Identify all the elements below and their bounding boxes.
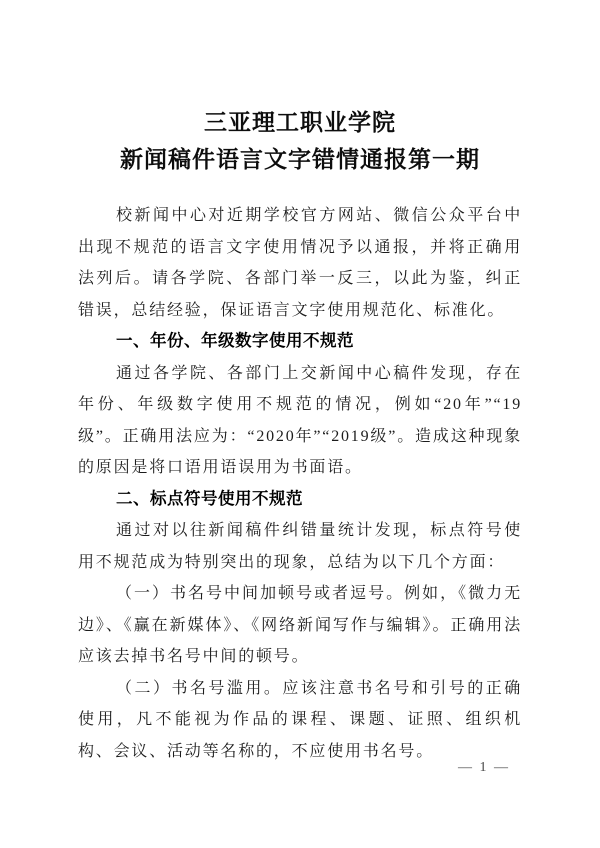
intro-paragraph: 校新闻中心对近期学校官方网站、微信公众平台中出现不规范的语言文字使用情况予以通报，并将正确用法列后。请各学院、各部门举一反三，以此为鉴，纠正错误，总结经验，保证语言文字使用规范化、标准化。 — [78, 207, 522, 319]
section-2-paragraph-3: （二）书名号滥用。应该注意书名号和引号的正确使用，凡不能视为作品的课程、课题、证照、组织机构、会议、活动等名称的，不应使用书名号。 — [78, 679, 522, 760]
document-title-line1: 三亚理工职业学院 — [204, 110, 396, 135]
section-2-paragraph-1: 通过对以往新闻稿件纠错量统计发现，标点符号使用不规范成为特别突出的现象，总结为以下几个方面： — [78, 522, 522, 571]
document-content — [78, 104, 522, 767]
section-2-paragraph-2: （一）书名号中间加顿号或者逗号。例如，《微力无边》、《赢在新媒体》、《网络新闻写作与编辑》。正确用法应该去掉书名号中间的顿号。 — [78, 585, 522, 665]
document-body — [78, 200, 522, 767]
page-number: — 1 — — [458, 760, 510, 775]
section-1-heading: 一、年份、年级数字使用不规范 — [116, 332, 354, 350]
section-1-paragraph-1: 通过各学院、各部门上交新闻中心稿件发现，存在年份、年级数字使用不规范的情况，例如“20年”“19级”。正确用法应为：“2020年”“2019级”。造成这种现象的原因是将口语用语误用为书面语。 — [78, 364, 522, 476]
section-2-heading: 二、标点符号使用不规范 — [116, 489, 303, 508]
document-title-line2: 新闻稿件语言文字错情通报第一期 — [120, 147, 480, 172]
